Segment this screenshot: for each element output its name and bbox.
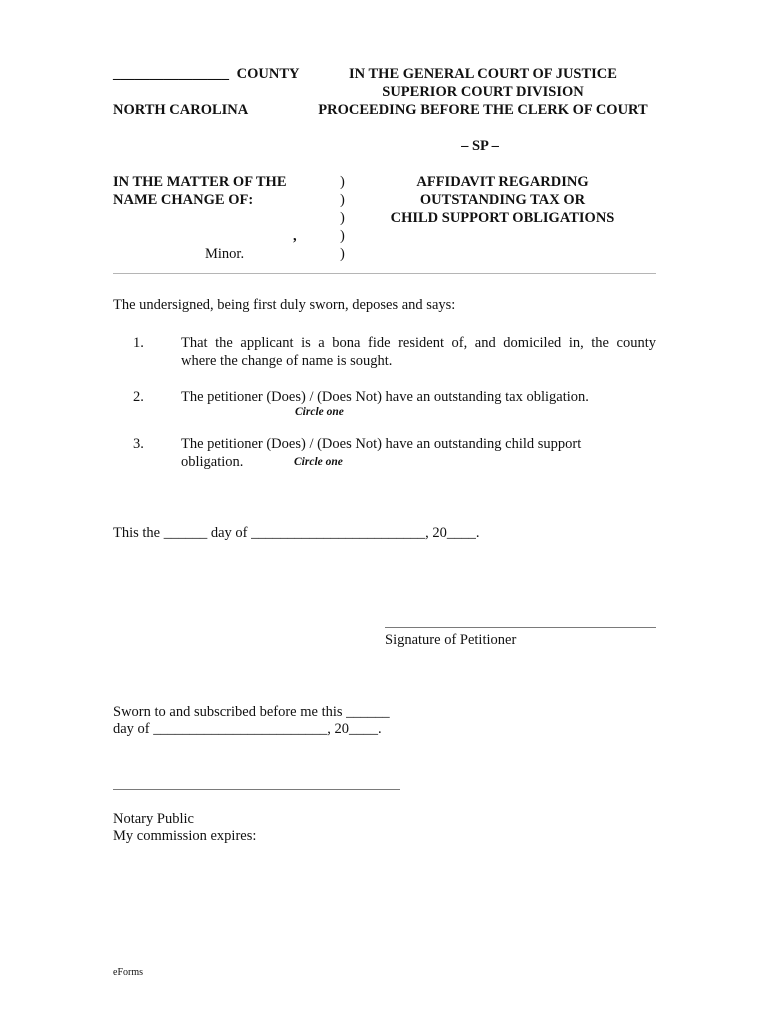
item-1-line-2: where the change of name is sought. (181, 353, 393, 369)
item-number: 1. (133, 335, 144, 351)
intro-text: The undersigned, being first duly sworn, deposes and says: (113, 297, 456, 313)
caption-divider (113, 273, 656, 274)
file-number: – SP – (461, 138, 499, 154)
item-3-circle-note: Circle one (294, 456, 343, 468)
caption-paren: ) (340, 228, 345, 244)
item-number: 3. (133, 436, 144, 452)
notary-signature-line[interactable] (113, 789, 400, 790)
item-3-line-2: obligation. (181, 454, 244, 470)
caption-paren: ) (340, 246, 345, 262)
item-2-line-1: The petitioner (Does) / (Does Not) have an outstanding tax obligation. (181, 389, 589, 405)
item-number: 2. (133, 389, 144, 405)
county-blank: ________________ (113, 66, 229, 82)
eforms-brand: eForms (113, 967, 143, 978)
caption-comma: , (293, 228, 297, 244)
commission-expires: My commission expires: (113, 828, 257, 844)
state-name: NORTH CAROLINA (113, 102, 249, 118)
caption-paren: ) (340, 210, 345, 226)
affidavit-title-3: CHILD SUPPORT OBLIGATIONS (390, 210, 615, 226)
county-label: COUNTY (236, 66, 300, 82)
court-line-2: SUPERIOR COURT DIVISION (382, 84, 584, 100)
court-line-1: IN THE GENERAL COURT OF JUSTICE (349, 66, 617, 82)
court-line-3: PROCEEDING BEFORE THE CLERK OF COURT (318, 102, 648, 118)
sworn-line-2[interactable]: day of ________________________, 20____. (113, 721, 382, 737)
item-1-line-1: That the applicant is a bona fide resident of, and domiciled in, the county (181, 335, 656, 351)
affidavit-title-2: OUTSTANDING TAX OR (419, 192, 586, 208)
item-3-line-1: The petitioner (Does) / (Does Not) have an outstanding child support (181, 436, 582, 452)
sworn-line-1[interactable]: Sworn to and subscribed before me this ______ (113, 704, 390, 720)
caption-paren: ) (340, 192, 345, 208)
caption-paren: ) (340, 174, 345, 190)
affidavit-title-1: AFFIDAVIT REGARDING (416, 174, 589, 190)
petitioner-signature-line[interactable] (385, 627, 656, 628)
matter-line-2: NAME CHANGE OF: (113, 192, 254, 208)
petitioner-signature-label: Signature of Petitioner (385, 632, 517, 648)
date-line[interactable]: This the ______ day of ________________________, 20____. (113, 525, 480, 541)
item-2-circle-note: Circle one (295, 406, 344, 418)
minor-label: Minor. (205, 246, 245, 262)
matter-line-1: IN THE MATTER OF THE (113, 174, 287, 190)
county-line (113, 66, 299, 83)
notary-label: Notary Public (113, 811, 194, 827)
